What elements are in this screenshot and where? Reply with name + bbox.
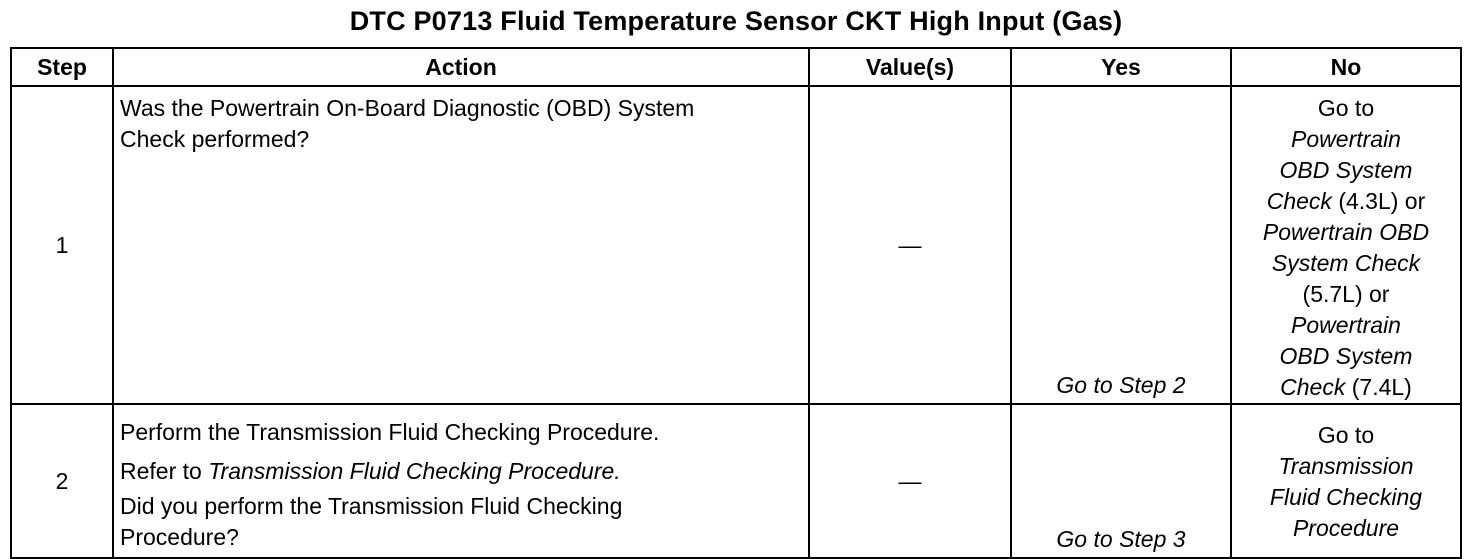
yes-goto-link[interactable]: Go to Step 2 — [1011, 86, 1231, 404]
header-step: Step — [11, 48, 113, 86]
header-yes: Yes — [1011, 48, 1231, 86]
no-link-line[interactable]: OBD System — [1279, 343, 1413, 369]
action-refer-prefix: Refer to — [120, 458, 209, 484]
no-prefix: Go to — [1317, 95, 1375, 121]
action-text: Check performed? — [120, 126, 310, 152]
no-link-line[interactable]: Check — [1266, 188, 1332, 214]
yes-goto-link[interactable]: Go to Step 3 — [1011, 404, 1231, 558]
no-link-line[interactable]: System Check — [1271, 250, 1421, 276]
action-refer-link[interactable]: Transmission Fluid Checking Procedure. — [208, 458, 621, 484]
step-number: 2 — [11, 404, 113, 558]
no-prefix: Go to — [1317, 422, 1375, 448]
diagnostic-table — [10, 47, 1462, 559]
table-row — [11, 86, 1461, 404]
action-cell — [113, 404, 809, 558]
no-cell — [1231, 404, 1461, 558]
table-row — [11, 404, 1461, 558]
action-cell — [113, 86, 809, 404]
no-link-line[interactable]: Powertrain OBD — [1262, 219, 1430, 245]
action-text — [120, 452, 802, 491]
no-suffix: (4.3L) or — [1338, 188, 1426, 214]
page-title: DTC P0713 Fluid Temperature Sensor CKT High Input (Gas) — [349, 6, 1123, 36]
header-no: No — [1231, 48, 1461, 86]
no-link-line[interactable]: Powertrain — [1291, 312, 1401, 338]
header-row — [11, 48, 1461, 86]
no-suffix: (7.4L) — [1351, 374, 1412, 400]
no-link-line[interactable]: Check — [1280, 374, 1346, 400]
no-suffix: (5.7L) or — [1302, 281, 1390, 307]
no-link-line[interactable]: OBD System — [1279, 157, 1413, 183]
value-cell: — — [809, 404, 1011, 558]
header-action: Action — [113, 48, 809, 86]
action-text: Did you perform the Transmission Fluid Checking — [120, 493, 623, 519]
value-cell: — — [809, 86, 1011, 404]
action-text: Perform the Transmission Fluid Checking Procedure. — [120, 419, 660, 445]
step-number: 1 — [11, 86, 113, 404]
no-link-line[interactable]: Powertrain — [1291, 126, 1401, 152]
action-text: Was the Powertrain On-Board Diagnostic (OBD) System — [120, 95, 695, 121]
no-link-line[interactable]: Transmission — [1278, 453, 1414, 479]
action-text: Procedure? — [120, 524, 239, 550]
header-values: Value(s) — [809, 48, 1011, 86]
no-link-line[interactable]: Procedure — [1292, 515, 1400, 541]
no-cell — [1231, 86, 1461, 404]
no-link-line[interactable]: Fluid Checking — [1269, 484, 1423, 510]
